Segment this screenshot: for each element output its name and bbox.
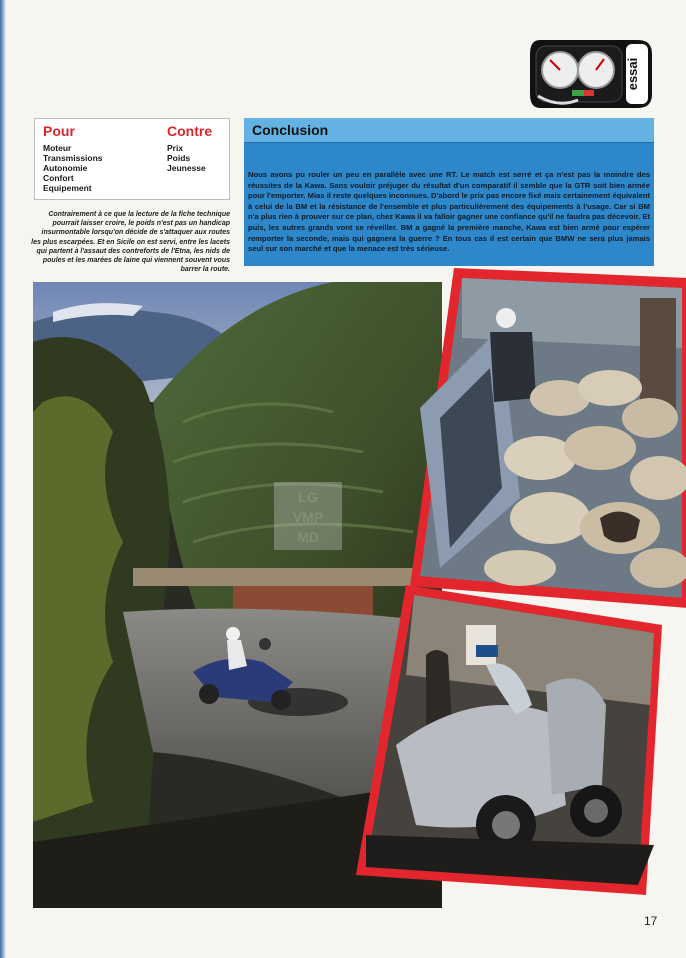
page-number: 17 bbox=[644, 914, 658, 928]
pour-item: Moteur bbox=[43, 143, 72, 153]
pour-item: Transmissions bbox=[43, 153, 103, 163]
sheep-photo bbox=[410, 268, 686, 608]
contre-item: Poids bbox=[167, 153, 191, 163]
contre-title: Contre bbox=[167, 123, 213, 139]
watermark-logo bbox=[274, 482, 342, 550]
contre-list bbox=[167, 143, 206, 173]
svg-text:VMP: VMP bbox=[292, 509, 324, 525]
conclusion-title: Conclusion bbox=[252, 122, 329, 138]
essai-label: essai bbox=[625, 57, 640, 91]
pour-list bbox=[43, 143, 103, 193]
dashboard-gauges-icon bbox=[528, 38, 654, 110]
essai-badge bbox=[528, 38, 654, 110]
pour-item: Confort bbox=[43, 173, 74, 183]
binding-strip bbox=[0, 0, 6, 958]
pour-item: Autonomie bbox=[43, 163, 88, 173]
photo-caption: Contrairement à ce que la lecture de la fiche technique pourrait laisser croire, le poids n'est pas un handicap insurmontable lorsqu'on décide de s'attaquer aux routes les plus escarpées. Et en Sicile on est servi, entre les lacets qui partent à l'assaut des contreforts de l'Etna, les nids de poules et les marées de laine qui viennent souvent vous barrer la route. bbox=[31, 211, 230, 274]
svg-text:LG: LG bbox=[298, 489, 318, 505]
pour-contre-box bbox=[34, 118, 230, 200]
contre-item: Jeunesse bbox=[167, 163, 206, 173]
parked-motorcycles-photo bbox=[356, 585, 662, 895]
pour-item: Equipement bbox=[43, 183, 92, 193]
contre-item: Prix bbox=[167, 143, 184, 153]
svg-text:MD: MD bbox=[297, 529, 319, 545]
conclusion-text: Nous avons pu rouler un peu en parallèle avec une RT. Le match est serré et ça n'est pas la moindre des réussites de la Kawa. Sans vouloir préjuger du résultat d'un comparatif il semble que la GTR soit bien armée pour l'emporter. Mias il reste quelques inconnues. D'abord le prix pas encore fixé mais certainement équivalent à celui de la BM et la résistance de l'ensemble et plus particulièrement des équipements à l'usage. Car si BM n'a plus rien à prouver sur ce plan, chez Kawa il va falloir gagner une confiance qu'il ne faudra pas décevoir. Et puis, les autres grands vont se réveiller. BM a gagné la première manche, Kawa est bien armé pour espérer remporter la seconde, mais qui gagnera la guerre ? En tous cas il est certain que BMW ne sera plus jamais seul sur son marché et que la menace est très sérieuse. bbox=[248, 170, 650, 254]
pour-title: Pour bbox=[43, 123, 75, 139]
conclusion-box bbox=[244, 118, 654, 266]
